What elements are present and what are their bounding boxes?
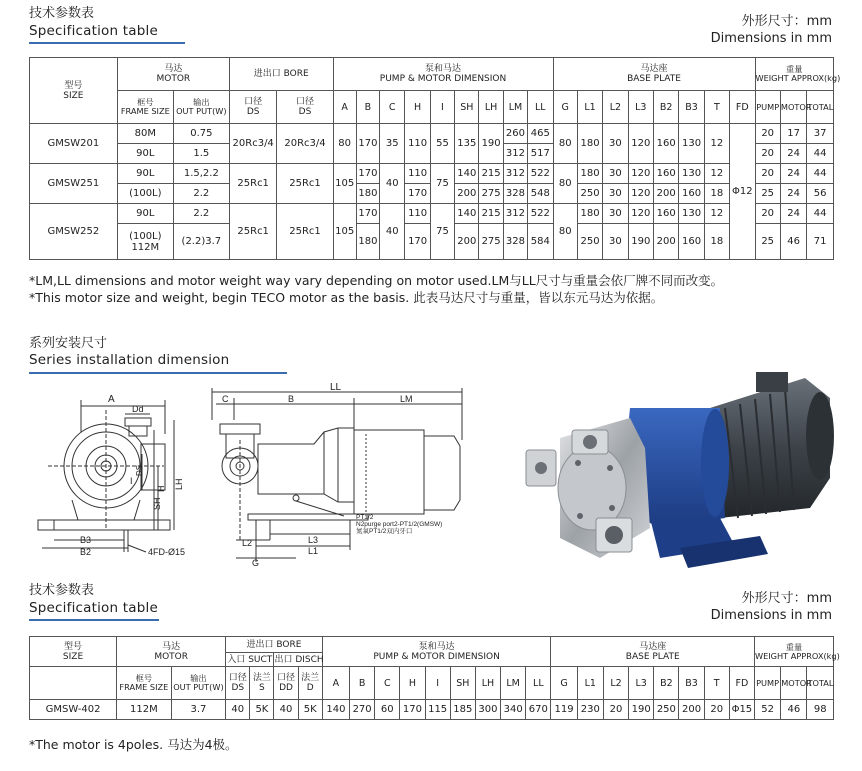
hdr-row-2: 框号 FRAME SIZE 输出 OUT PUT(W) 口径 DS 口径 DS A B C H I SH LH LM LL G L1 L2 L3 B2 B3 T FD PUMP MOTOR TOTAL xyxy=(30,91,834,124)
dim-unit-en: Dimensions in mm xyxy=(710,31,832,46)
spec-title-en: Specification table xyxy=(29,23,158,39)
svg-text:B: B xyxy=(288,394,295,404)
hdr2-row-3: 框号 FRAME SIZE 输出 OUT PUT(W) 口径 DS 法兰 S 口径 DD 法兰 D A B C H I SH LH LM LL G L1 L2 L3 B2 B3 T FD PUMP MOTOR TOTAL xyxy=(30,667,834,700)
hdr-bore: 进出口 BORE xyxy=(229,58,333,91)
table-row: (100L) 112M (2.2)3.7 180 170 200 275 328 584 250 30 190 200 160 18 25 46 71 xyxy=(30,224,834,260)
svg-text:C: C xyxy=(222,394,229,404)
svg-text:N2purge port2-PT1/2(GMSW): N2purge port2-PT1/2(GMSW) xyxy=(356,521,443,528)
hdr2-bore: 进出口 BORE xyxy=(226,637,323,653)
side-view-drawing xyxy=(204,380,472,572)
hdr2-size: 型号 SIZE xyxy=(30,637,117,667)
hdr-weight: 重量 WEIGHT APPROX(kg) xyxy=(755,58,834,91)
hdr2-suct: 入口 SUCT xyxy=(227,654,273,665)
hdr2-base-plate: 马达座 BASE PLATE xyxy=(551,637,755,667)
note-2: *This motor size and weight, begin TECO motor as the basis. 此表马达尺寸与重量，皆以东元马达为依据。 xyxy=(29,290,664,305)
dim-unit-cn-2: 外形尺寸：mm xyxy=(741,591,832,606)
svg-text:LH: LH xyxy=(174,478,184,490)
svg-text:4FD-Ø15: 4FD-Ø15 xyxy=(148,547,186,557)
svg-text:B2: B2 xyxy=(80,547,92,557)
svg-text:LL: LL xyxy=(330,382,342,393)
install-title-cn: 系列安装尺寸 xyxy=(29,336,108,351)
hdr-motor: 马达 MOTOR xyxy=(117,58,229,91)
svg-text:B3: B3 xyxy=(80,535,92,545)
table-row: GMSW251 90L 1.5,2.2 25Rc1 25Rc1 105 170 40 110 75 140 215 312 522 80 180 30 120 160 130 12 20 24 44 xyxy=(30,164,834,184)
note-3: *The motor is 4poles. 马达为4极。 xyxy=(29,737,238,752)
svg-text:LM: LM xyxy=(400,394,413,404)
spec-title-en-2: Specification table xyxy=(29,600,158,616)
install-title-en: Series installation dimension xyxy=(29,352,230,368)
spec-table-1 xyxy=(29,57,841,260)
pump-photo xyxy=(520,368,840,580)
hdr-pump-motor: 泵和马达 PUMP & MOTOR DIMENSION xyxy=(333,58,553,91)
table-row: GMSW201 80M 0.75 20Rc3/4 20Rc3/4 80 170 35 110 55 135 190 260 465 80 180 30 120 160 130 12 Φ12 20 17 37 xyxy=(30,124,834,144)
svg-text:氮氧PT1/2双内牙口: 氮氧PT1/2双内牙口 xyxy=(356,528,413,535)
hdr-base-plate: 马达座 BASE PLATE xyxy=(553,58,755,91)
svg-text:DS: DS xyxy=(135,464,144,476)
title-underline xyxy=(29,42,185,44)
svg-text:Dd: Dd xyxy=(132,404,144,414)
spec-table-2 xyxy=(29,636,840,720)
hdr2-motor: 马达 MOTOR xyxy=(117,637,226,667)
table-row: 90L 1.5 312 517 20 24 44 xyxy=(30,144,834,164)
svg-text:L3: L3 xyxy=(308,535,319,545)
hdr2-pump-motor: 泵和马达 PUMP & MOTOR DIMENSION xyxy=(322,637,551,667)
hdr-size: 型号 SIZE xyxy=(30,58,118,124)
install-underline xyxy=(29,372,287,374)
hdr2-weight: 重量 WEIGHT APPROX(kg) xyxy=(754,637,833,667)
svg-text:L2: L2 xyxy=(242,538,253,548)
title-underline-2 xyxy=(29,619,159,621)
spec-title-cn: 技术参数表 xyxy=(29,6,95,21)
svg-text:G: G xyxy=(252,558,260,568)
dim-unit-en-2: Dimensions in mm xyxy=(710,608,832,623)
front-view-drawing xyxy=(24,380,194,570)
svg-text:I: I xyxy=(130,476,133,486)
svg-text:SH: SH xyxy=(152,497,162,510)
dim-unit-cn: 外形尺寸：mm xyxy=(741,14,832,29)
svg-text:PT1/2: PT1/2 xyxy=(356,514,374,521)
table-row: GMSW252 90L 2.2 25Rc1 25Rc1 105 170 40 110 75 140 215 312 522 80 180 30 120 160 130 12 20 24 44 xyxy=(30,204,834,224)
svg-text:A: A xyxy=(108,394,115,405)
table-row: (100L) 2.2 180 170 200 275 328 548 250 30 120 200 160 18 25 24 56 xyxy=(30,184,834,204)
svg-text:L1: L1 xyxy=(308,546,319,556)
note-1: *LM,LL dimensions and motor weight way vary depending on motor used.LM与LL尺寸与重量会依厂牌不同而改变。 xyxy=(29,273,724,288)
table-row: GMSW-402 112M 3.7 40 5K 40 5K 140 270 60 170 115 185 300 340 670 119 230 20 190 250 200 20 Φ15 52 46 98 xyxy=(30,700,834,720)
hdr2-disch: 出口 DISCH xyxy=(274,654,324,665)
spec-title-cn-2: 技术参数表 xyxy=(29,583,95,598)
svg-text:H: H xyxy=(156,485,166,492)
